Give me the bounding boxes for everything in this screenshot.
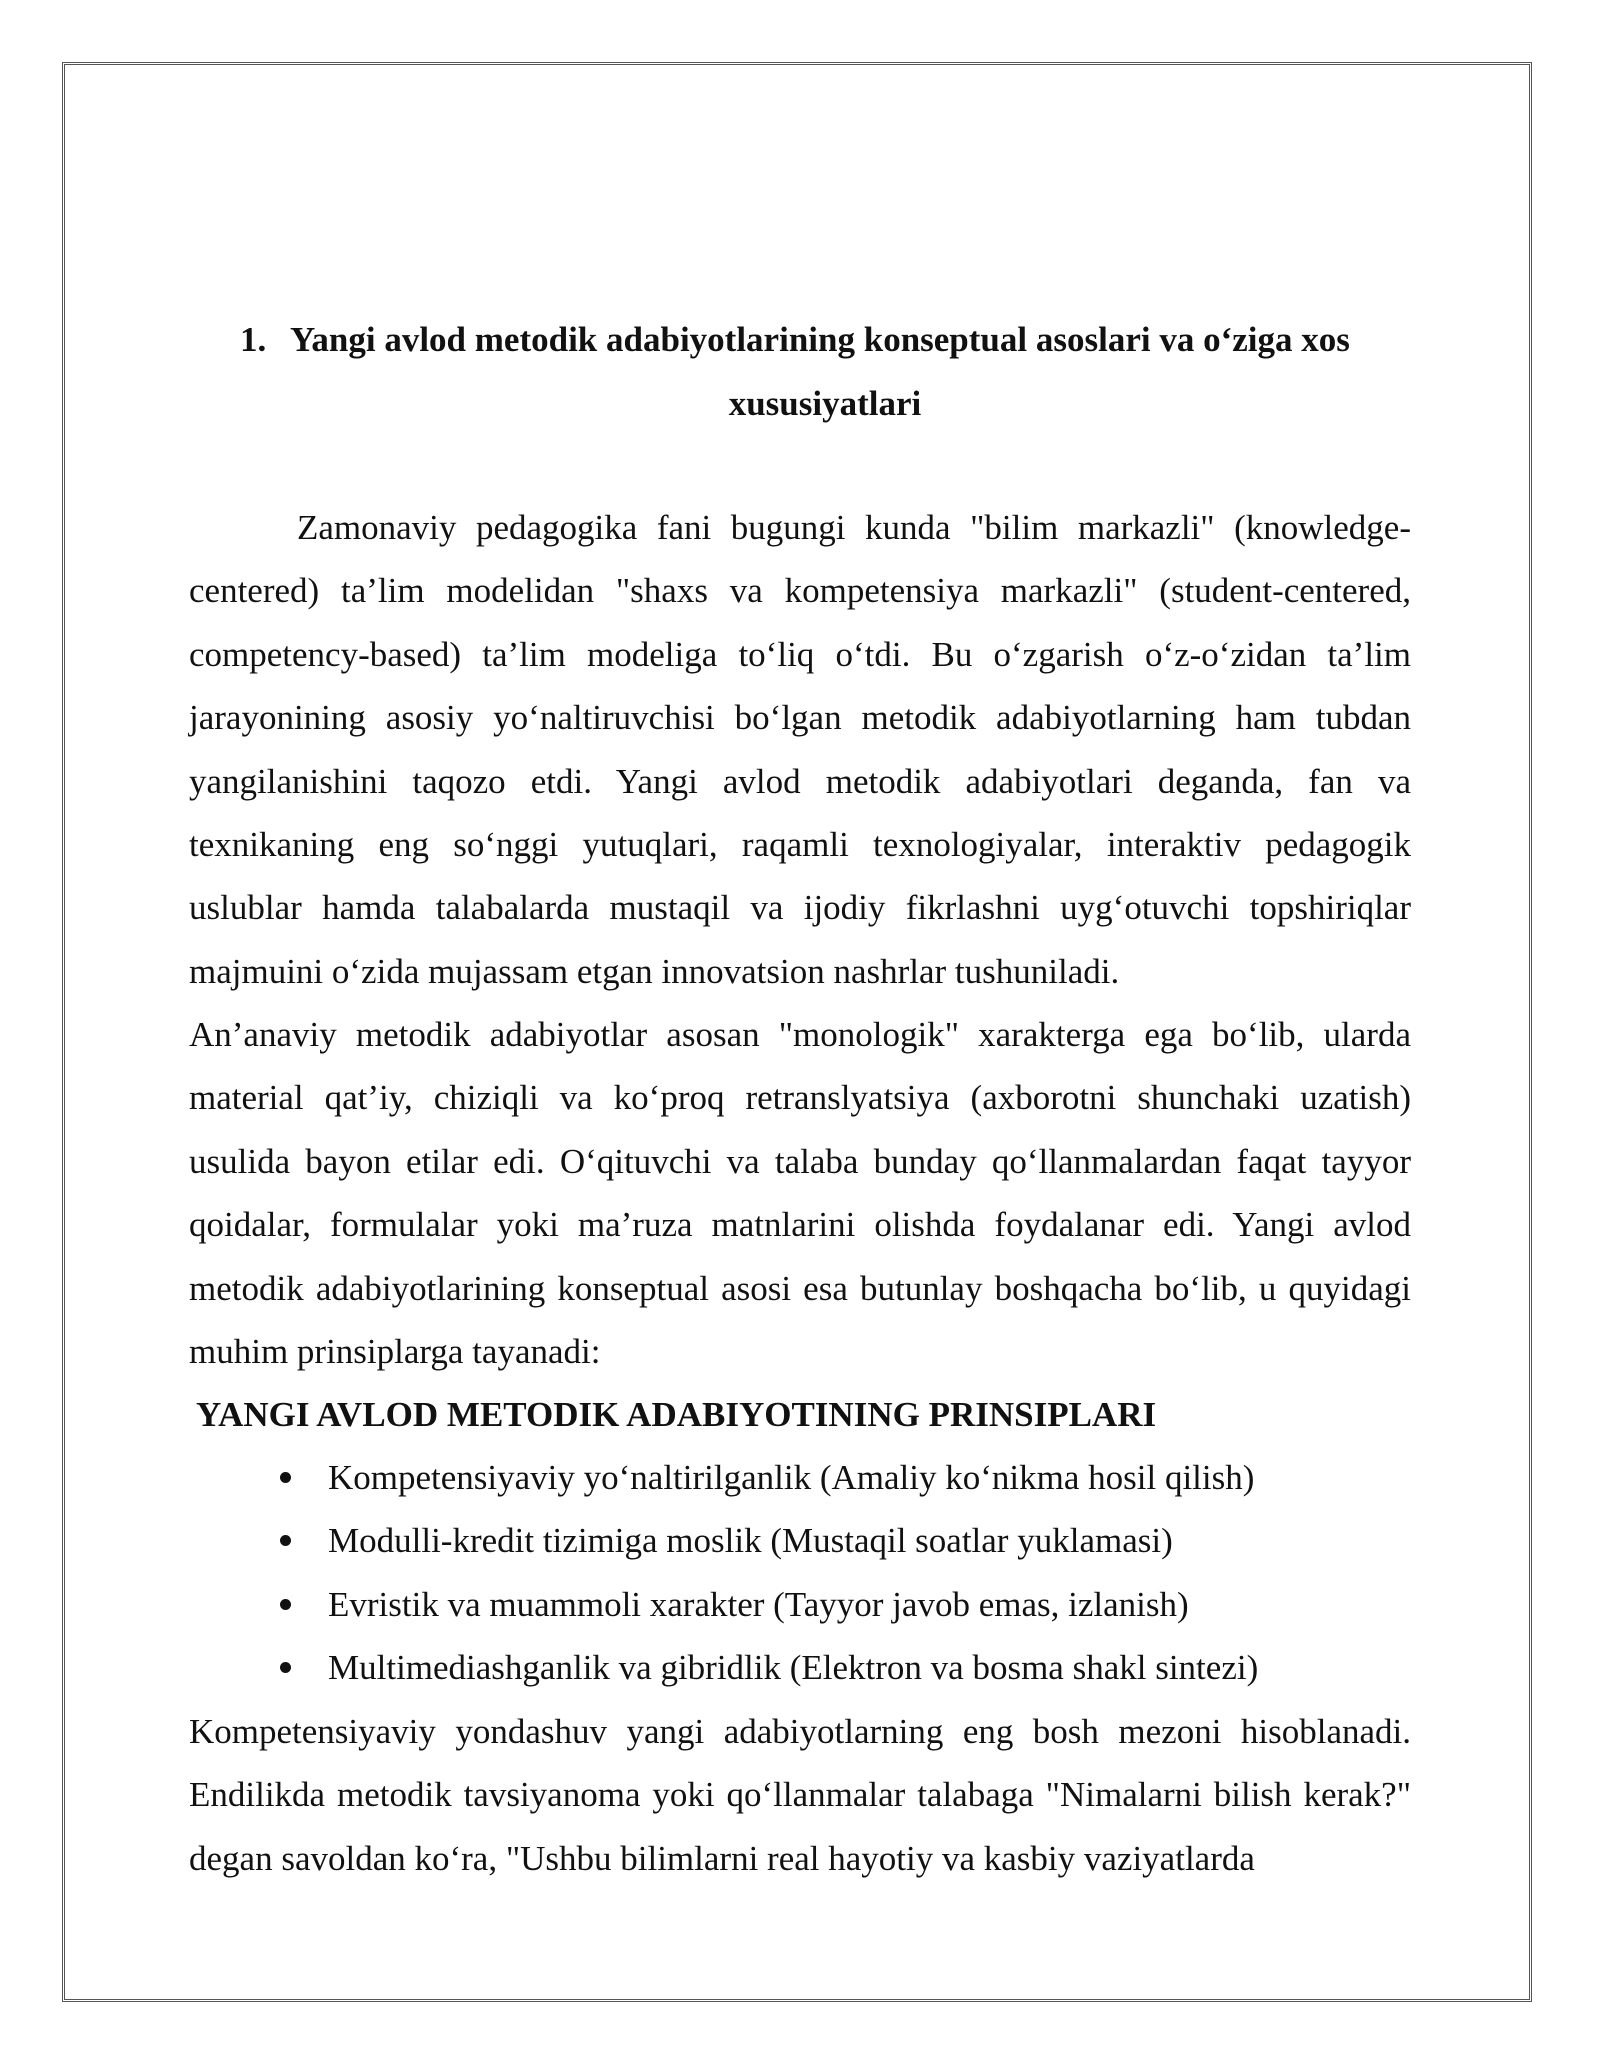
list-item-text: Kompetensiyaviy yo‘naltirilganlik (Amaliy ko‘nikma hosil qilish) <box>328 1458 1255 1497</box>
list-item <box>280 1573 1258 1636</box>
section-number: 1. <box>240 320 267 359</box>
list-item-text: Multimediashganlik va gibridlik (Elektron va bosma shakl sintezi) <box>328 1648 1259 1688</box>
section-title-line-1: Yangi avlod metodik adabiyotlarining konseptual asoslari va o‘ziga xos <box>290 320 1350 359</box>
paragraph-competency: Kompetensiyaviy yondashuv yangi adabiyotlarning eng bosh mezoni hisoblanadi. Endilikda metodik tavsiyanoma yoki qo‘llanmalar talabaga "Nimalarni bilish kerak?" degan savoldan ko‘ra, "Ushbu bilimlarni real hayotiy va kasbiy vaziyatlarda <box>189 1712 1411 1878</box>
bullet-icon <box>280 1599 291 1610</box>
principles-list <box>280 1446 1258 1700</box>
section-title-line-2: xususiyatlari <box>728 384 922 423</box>
bullet-icon <box>280 1662 291 1673</box>
principles-heading: YANGI AVLOD METODIK ADABIYOTINING PRINSIPLARI <box>196 1395 1157 1434</box>
section-heading <box>240 308 1410 436</box>
bullet-icon <box>280 1472 291 1483</box>
list-item-text: Modulli-kredit tizimiga moslik (Mustaqil soatlar yuklamasi) <box>328 1521 1173 1561</box>
bullet-icon <box>280 1535 291 1546</box>
list-item <box>280 1636 1258 1699</box>
list-item <box>280 1446 1258 1509</box>
paragraph-intro: Zamonaviy pedagogika fani bugungi kunda "bilim markazli" (knowledge-centered) ta’lim modelidan "shaxs va kompetensiya markazli" (student-centered, competency-based) ta’lim modeliga to‘liq o‘tdi. Bu o‘zgarish o‘z-o‘zidan ta’lim jarayonining asosiy yo‘naltiruvchisi bo‘lgan metodik adabiyotlarning ham tubdan yangilanishini taqozo etdi. Yangi avlod metodik adabiyotlari deganda, fan va texnikaning eng so‘nggi yutuqlari, raqamli texnologiyalar, interaktiv pedagogik uslublar hamda talabalarda mustaqil va ijodiy fikrlashni uyg‘otuvchi topshiriqlar majmuini o‘zida mujassam etgan innovatsion nashrlar tushuniladi. <box>189 508 1411 991</box>
list-item <box>280 1509 1258 1572</box>
paragraph-traditional: An’anaviy metodik adabiyotlar asosan "monologik" xarakterga ega bo‘lib, ularda material qat’iy, chiziqli va ko‘proq retranslyatsiya (axborotni shunchaki uzatish) usulida bayon etilar edi. O‘qituvchi va talaba bunday qo‘llanmalardan faqat tayyor qoidalar, formulalar yoki ma’ruza matnlarini olishda foydalanar edi. Yangi avlod metodik adabiyotlarining konseptual asosi esa butunlay boshqacha bo‘lib, u quyidagi muhim prinsiplarga tayanadi: <box>189 1015 1411 1372</box>
list-item-text: Evristik va muammoli xarakter (Tayyor javob emas, izlanish) <box>328 1584 1189 1624</box>
